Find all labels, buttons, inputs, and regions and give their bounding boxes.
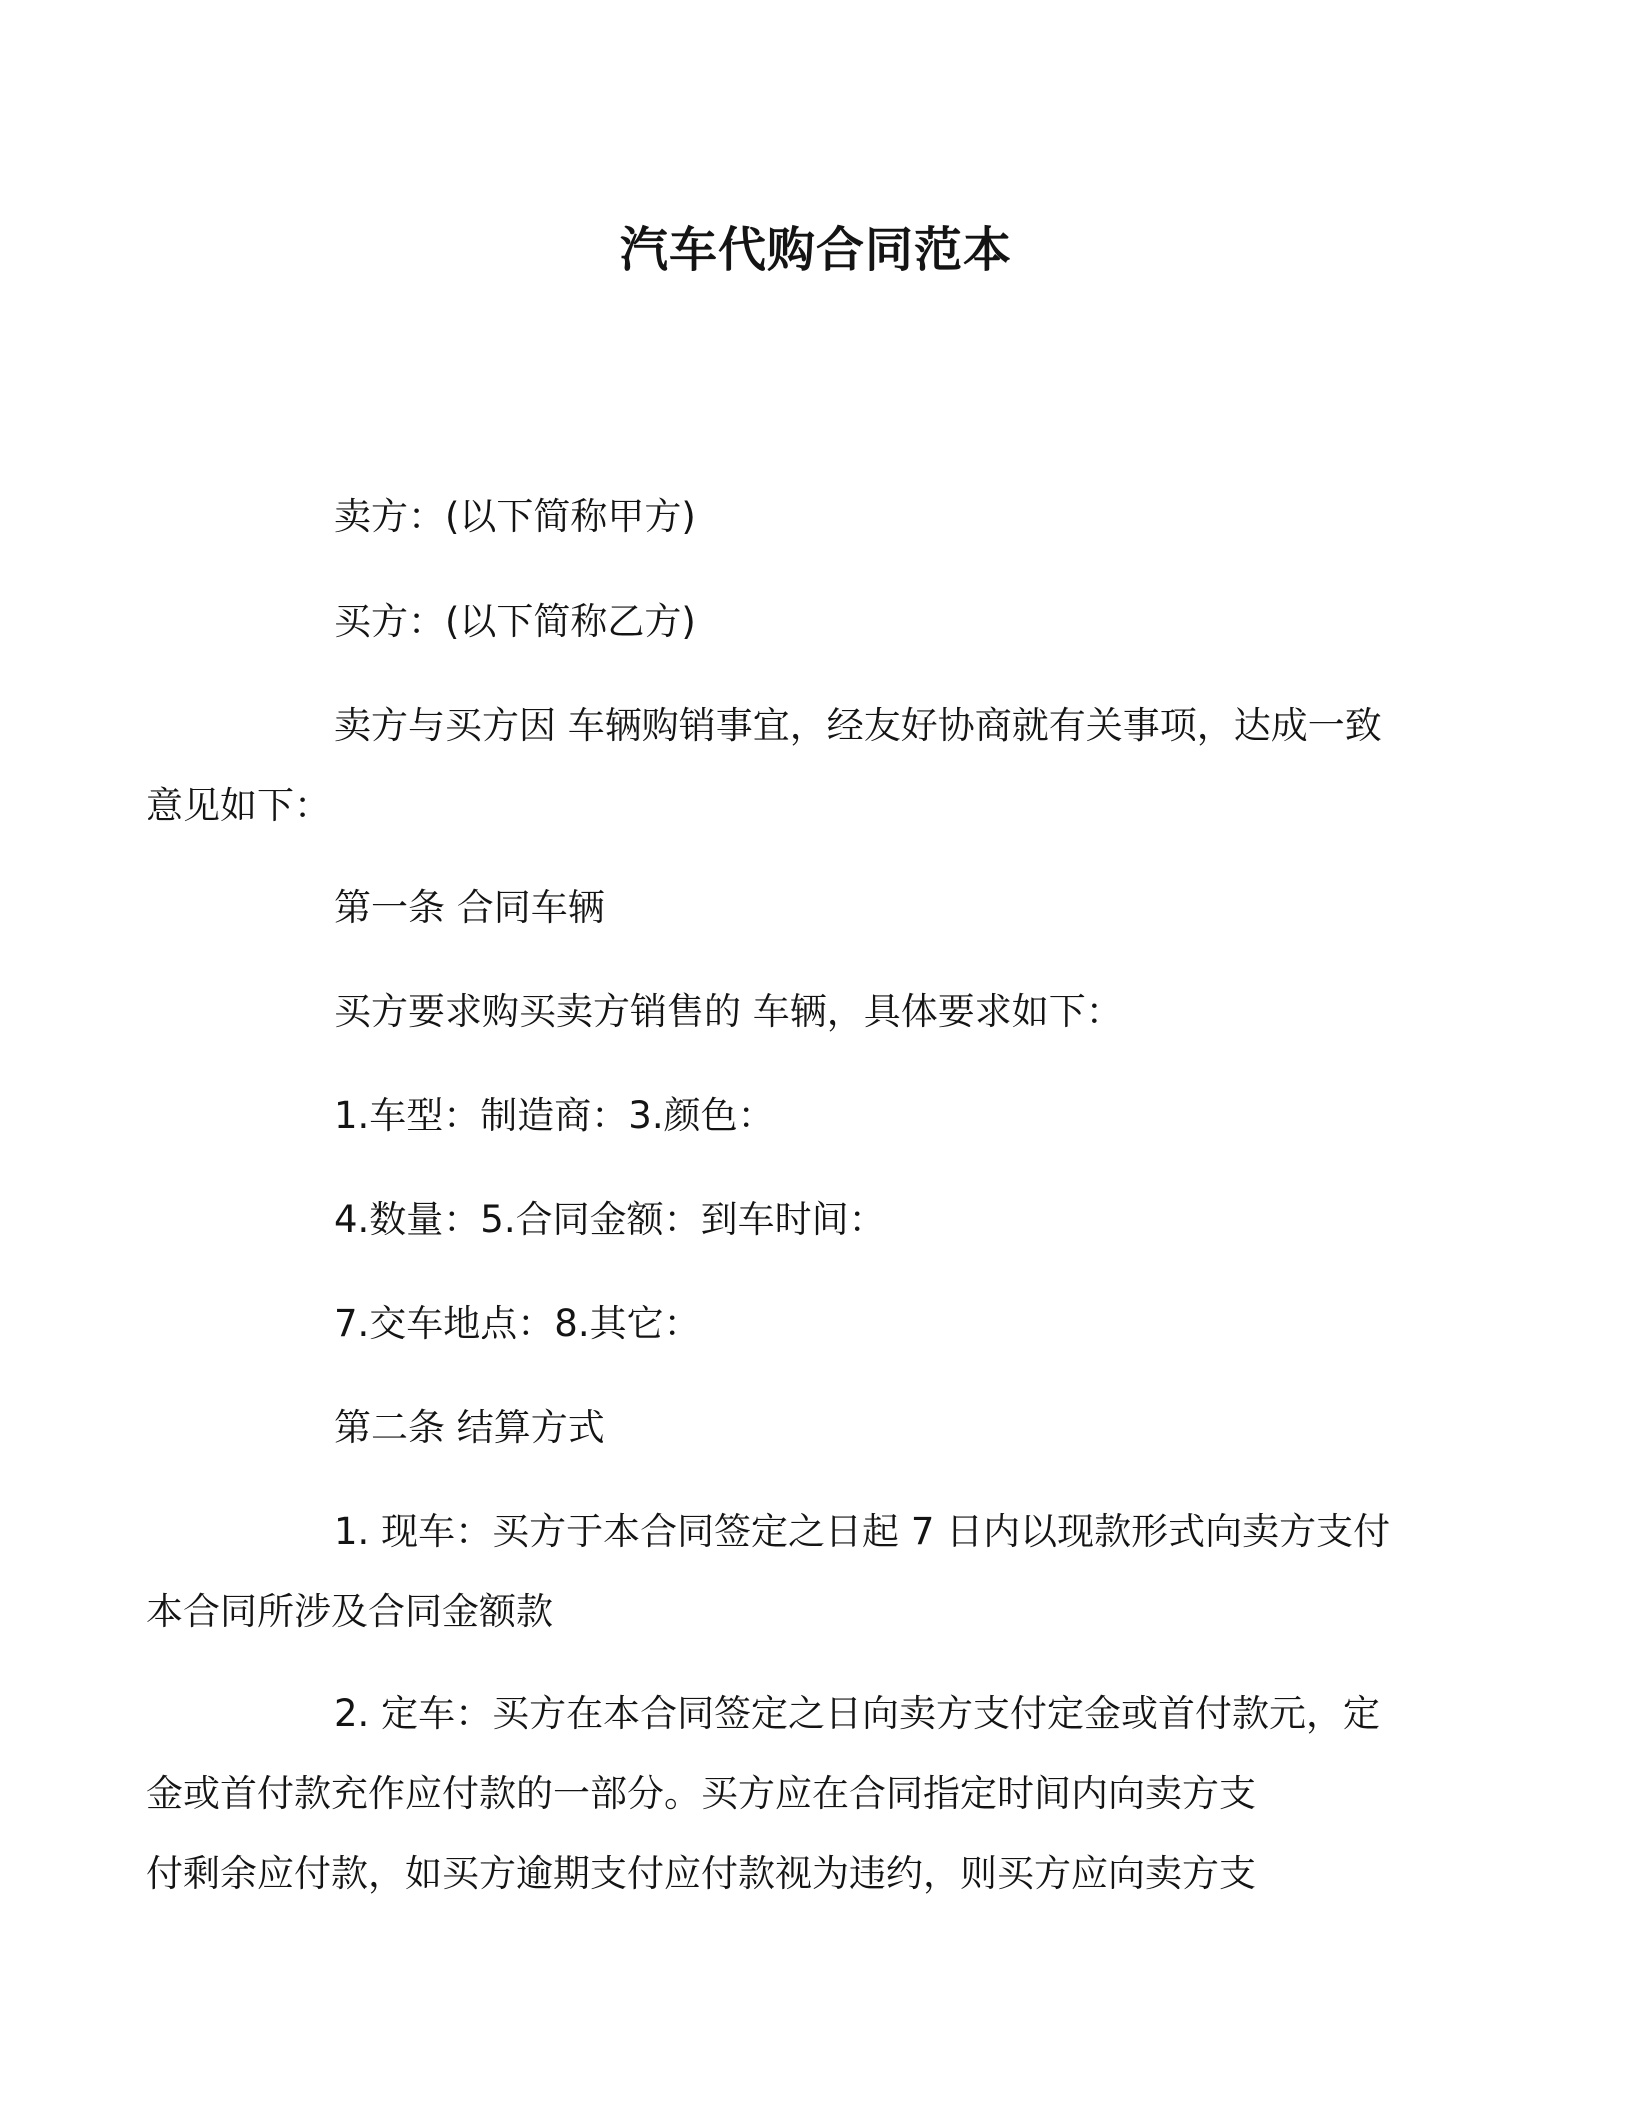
seller-line bbox=[240, 477, 1390, 557]
clause-2-paragraph bbox=[146, 1674, 1390, 1914]
clause-1-line-1: 1. 现车：买方于本合同签定之日起 7 日内以现款形式向卖方支付 bbox=[334, 1510, 1391, 1553]
seller-text: 卖方：(以下简称甲方) bbox=[334, 495, 696, 538]
item-line-1 bbox=[240, 1076, 1390, 1156]
item-line-2-text: 4.数量：5.合同金额：到车时间： bbox=[334, 1198, 886, 1241]
clause-1-line-2: 本合同所涉及合同金额款 bbox=[146, 1590, 553, 1633]
article-1-heading-text: 第一条 合同车辆 bbox=[334, 886, 605, 929]
item-line-3 bbox=[240, 1284, 1390, 1364]
buyer-text: 买方：(以下简称乙方) bbox=[334, 600, 696, 643]
article-1-body: 买方要求购买卖方销售的 车辆，具体要求如下： bbox=[334, 990, 1123, 1033]
clause-1-paragraph bbox=[146, 1492, 1391, 1652]
item-line-3-text: 7.交车地点：8.其它： bbox=[334, 1302, 701, 1345]
article-2-heading-text: 第二条 结算方式 bbox=[334, 1406, 605, 1449]
article-1-text bbox=[240, 972, 1390, 1052]
buyer-line bbox=[240, 582, 1390, 662]
intro-line-2: 意见如下： bbox=[146, 784, 331, 827]
item-line-1-text: 1.车型：制造商：3.颜色： bbox=[334, 1094, 775, 1137]
item-line-2 bbox=[240, 1180, 1390, 1260]
document-title: 汽车代购合同范本 bbox=[619, 222, 1012, 278]
clause-2-line-3: 付剩余应付款，如买方逾期支付应付款视为违约，则买方应向卖方支 bbox=[146, 1852, 1256, 1895]
intro-paragraph bbox=[146, 686, 1390, 846]
article-2-heading bbox=[240, 1388, 1390, 1468]
article-1-heading bbox=[240, 868, 1390, 948]
intro-line-1: 卖方与买方因 车辆购销事宜，经友好协商就有关事项，达成一致 bbox=[334, 704, 1382, 747]
clause-2-line-1: 2. 定车：买方在本合同签定之日向卖方支付定金或首付款元，定 bbox=[334, 1692, 1381, 1735]
clause-2-line-2: 金或首付款充作应付款的一部分。买方应在合同指定时间内向卖方支 bbox=[146, 1772, 1256, 1815]
